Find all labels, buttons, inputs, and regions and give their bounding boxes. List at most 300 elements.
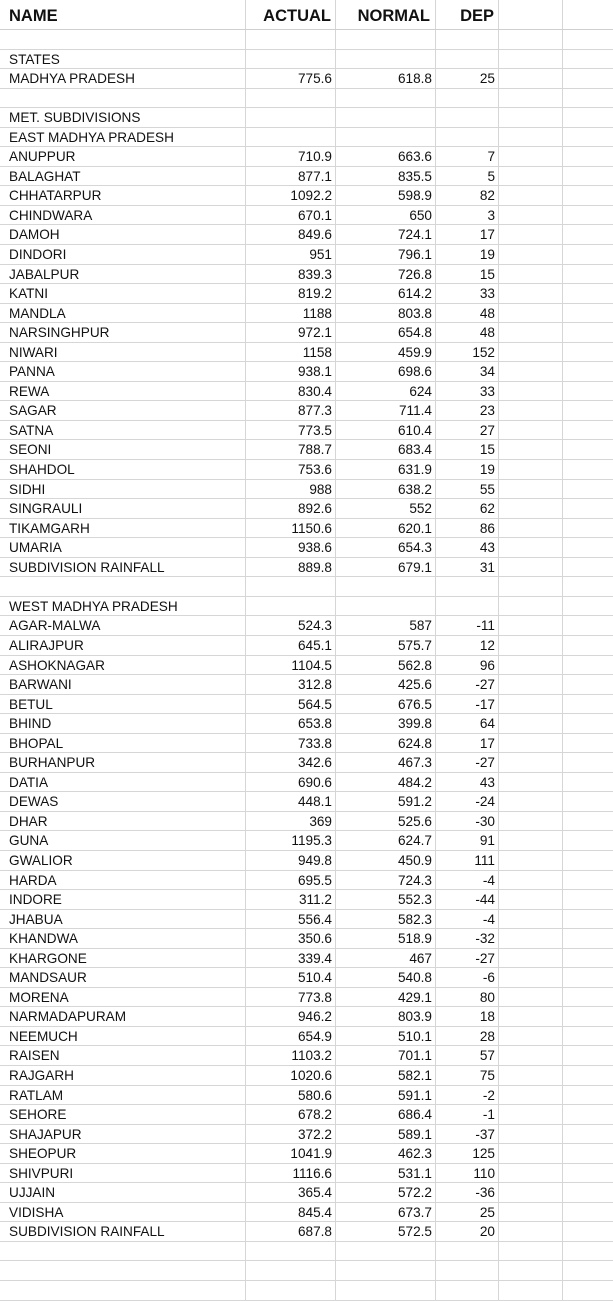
normal-cell[interactable]: 686.4 bbox=[397, 1107, 432, 1123]
dep-cell[interactable]: 48 bbox=[479, 325, 495, 341]
name-cell[interactable]: BURHANPUR bbox=[9, 755, 96, 771]
actual-cell[interactable]: 951 bbox=[309, 247, 332, 263]
normal-cell[interactable]: 796.1 bbox=[397, 247, 432, 263]
normal-cell[interactable]: 587 bbox=[409, 618, 432, 634]
name-cell[interactable]: BHIND bbox=[9, 716, 52, 732]
normal-cell[interactable]: 683.4 bbox=[397, 442, 432, 458]
actual-cell[interactable] bbox=[245, 1281, 335, 1300]
table-row bbox=[0, 714, 613, 734]
table-row bbox=[0, 30, 613, 50]
normal-cell[interactable]: 638.2 bbox=[397, 481, 432, 497]
table-row bbox=[0, 831, 613, 851]
actual-cell[interactable] bbox=[245, 30, 335, 49]
actual-cell[interactable]: 877.1 bbox=[297, 168, 332, 184]
actual-cell[interactable]: 788.7 bbox=[297, 442, 332, 458]
normal-cell[interactable]: 575.7 bbox=[397, 637, 432, 653]
normal-cell[interactable]: 724.1 bbox=[397, 227, 432, 243]
name-cell[interactable]: BETUL bbox=[9, 696, 53, 712]
actual-cell[interactable]: 1092.2 bbox=[290, 188, 332, 204]
normal-cell[interactable]: 610.4 bbox=[397, 422, 432, 438]
name-cell[interactable]: KATNI bbox=[9, 286, 49, 302]
normal-cell[interactable]: 399.8 bbox=[397, 716, 432, 732]
actual-cell[interactable]: 877.3 bbox=[297, 403, 332, 419]
actual-cell[interactable]: 733.8 bbox=[297, 735, 332, 751]
dep-cell[interactable]: -27 bbox=[475, 677, 495, 693]
dep-cell[interactable] bbox=[435, 1281, 498, 1300]
dep-cell[interactable]: 64 bbox=[479, 716, 495, 732]
table-row bbox=[0, 1164, 613, 1184]
dep-cell[interactable]: 55 bbox=[479, 481, 495, 497]
actual-cell[interactable]: 1104.5 bbox=[291, 657, 332, 673]
name-cell[interactable]: SIDHI bbox=[9, 481, 46, 497]
header-name-cell[interactable]: NAME bbox=[9, 7, 58, 25]
dep-cell[interactable] bbox=[435, 1261, 498, 1280]
table-row bbox=[0, 460, 613, 480]
actual-cell[interactable]: 988 bbox=[309, 481, 332, 497]
table-row bbox=[0, 968, 613, 988]
table-row bbox=[0, 519, 613, 539]
name-cell[interactable]: SAGAR bbox=[9, 403, 57, 419]
name-cell[interactable]: MANDLA bbox=[9, 305, 66, 321]
normal-cell[interactable]: 698.6 bbox=[397, 364, 432, 380]
actual-cell[interactable]: 710.9 bbox=[297, 149, 332, 165]
normal-cell[interactable] bbox=[335, 1242, 435, 1261]
dep-cell[interactable] bbox=[435, 1242, 498, 1261]
dep-cell[interactable]: -36 bbox=[475, 1185, 495, 1201]
table-row bbox=[0, 1046, 613, 1066]
table-row bbox=[0, 323, 613, 343]
dep-cell[interactable]: -2 bbox=[482, 1087, 495, 1103]
dep-cell[interactable]: 43 bbox=[479, 774, 495, 790]
name-cell[interactable]: SHIVPURI bbox=[9, 1165, 74, 1181]
name-cell[interactable] bbox=[9, 1261, 245, 1280]
name-cell[interactable]: BARWANI bbox=[9, 677, 72, 693]
dep-cell[interactable] bbox=[435, 108, 498, 127]
dep-cell[interactable]: 18 bbox=[479, 1009, 495, 1025]
actual-cell[interactable]: 510.4 bbox=[297, 970, 332, 986]
table-row bbox=[0, 480, 613, 500]
actual-cell[interactable]: 369 bbox=[309, 813, 332, 829]
table-row bbox=[0, 577, 613, 597]
name-cell[interactable]: INDORE bbox=[9, 892, 62, 908]
dep-cell[interactable]: 19 bbox=[479, 462, 495, 478]
table-row bbox=[0, 734, 613, 754]
actual-cell[interactable]: 448.1 bbox=[297, 794, 332, 810]
dep-cell[interactable]: 25 bbox=[479, 71, 495, 87]
table-row bbox=[0, 401, 613, 421]
actual-cell[interactable]: 1103.2 bbox=[291, 1048, 332, 1064]
header-actual-cell[interactable]: ACTUAL bbox=[263, 7, 331, 25]
normal-cell[interactable]: 618.8 bbox=[397, 71, 432, 87]
normal-cell[interactable] bbox=[335, 30, 435, 49]
actual-cell[interactable]: 695.5 bbox=[297, 872, 332, 888]
name-cell[interactable]: GUNA bbox=[9, 833, 49, 849]
name-cell[interactable]: NEEMUCH bbox=[9, 1028, 78, 1044]
dep-cell[interactable] bbox=[435, 597, 498, 616]
normal-cell[interactable]: 582.3 bbox=[397, 911, 432, 927]
actual-cell[interactable]: 892.6 bbox=[297, 501, 332, 517]
name-cell[interactable] bbox=[9, 89, 245, 108]
actual-cell[interactable]: 839.3 bbox=[297, 266, 332, 282]
name-cell[interactable]: TIKAMGARH bbox=[9, 520, 90, 536]
dep-cell[interactable]: 111 bbox=[474, 852, 495, 868]
dep-cell[interactable]: -11 bbox=[476, 618, 495, 634]
dep-cell[interactable]: 125 bbox=[472, 1146, 495, 1162]
dep-cell[interactable]: 96 bbox=[479, 657, 495, 673]
actual-cell[interactable]: 580.6 bbox=[297, 1087, 332, 1103]
name-cell[interactable]: DEWAS bbox=[9, 794, 59, 810]
table-row bbox=[0, 988, 613, 1008]
name-cell[interactable]: EAST MADHYA PRADESH bbox=[9, 129, 174, 145]
name-cell[interactable] bbox=[9, 1281, 245, 1300]
name-cell[interactable]: RAISEN bbox=[9, 1048, 60, 1064]
dep-cell[interactable]: 33 bbox=[479, 383, 495, 399]
name-cell[interactable]: JHABUA bbox=[9, 911, 63, 927]
actual-cell[interactable]: 687.8 bbox=[297, 1224, 332, 1240]
name-cell[interactable]: WEST MADHYA PRADESH bbox=[9, 598, 178, 614]
normal-cell[interactable]: 591.1 bbox=[397, 1087, 432, 1103]
normal-cell[interactable] bbox=[335, 597, 435, 616]
normal-cell[interactable]: 562.8 bbox=[397, 657, 432, 673]
actual-cell[interactable]: 773.8 bbox=[297, 989, 332, 1005]
normal-cell[interactable] bbox=[335, 50, 435, 69]
dep-cell[interactable] bbox=[435, 128, 498, 147]
actual-cell[interactable]: 938.6 bbox=[297, 540, 332, 556]
actual-cell[interactable]: 339.4 bbox=[297, 950, 332, 966]
table-row bbox=[0, 1261, 613, 1281]
actual-cell[interactable]: 849.6 bbox=[297, 227, 332, 243]
actual-cell[interactable]: 1116.6 bbox=[292, 1165, 332, 1181]
table-row bbox=[0, 265, 613, 285]
normal-cell[interactable]: 467 bbox=[409, 950, 432, 966]
normal-cell[interactable]: 663.6 bbox=[397, 149, 432, 165]
name-cell[interactable]: KHARGONE bbox=[9, 950, 87, 966]
dep-cell[interactable]: 91 bbox=[479, 833, 495, 849]
name-cell[interactable]: CHINDWARA bbox=[9, 207, 93, 223]
actual-cell[interactable]: 949.8 bbox=[297, 852, 332, 868]
name-cell[interactable]: SINGRAULI bbox=[9, 501, 83, 517]
name-cell[interactable] bbox=[9, 30, 245, 49]
dep-cell[interactable]: 82 bbox=[479, 188, 495, 204]
normal-cell[interactable] bbox=[335, 128, 435, 147]
actual-cell[interactable]: 564.5 bbox=[297, 696, 332, 712]
normal-cell[interactable]: 589.1 bbox=[397, 1126, 432, 1142]
table-row bbox=[0, 558, 613, 578]
normal-cell[interactable]: 425.6 bbox=[397, 677, 432, 693]
dep-cell[interactable]: 27 bbox=[479, 422, 495, 438]
dep-cell[interactable]: 25 bbox=[479, 1204, 495, 1220]
normal-cell[interactable]: 429.1 bbox=[397, 989, 432, 1005]
dep-cell[interactable]: 43 bbox=[479, 540, 495, 556]
name-cell[interactable]: HARDA bbox=[9, 872, 57, 888]
table-row bbox=[0, 245, 613, 265]
dep-cell[interactable] bbox=[435, 30, 498, 49]
dep-cell[interactable]: -1 bbox=[482, 1107, 495, 1123]
actual-cell[interactable]: 753.6 bbox=[297, 462, 332, 478]
dep-cell[interactable]: 152 bbox=[472, 344, 495, 360]
dep-cell[interactable]: 80 bbox=[479, 989, 495, 1005]
dep-cell[interactable]: 19 bbox=[479, 247, 495, 263]
name-cell[interactable]: REWA bbox=[9, 383, 50, 399]
actual-cell[interactable]: 1188 bbox=[302, 305, 332, 321]
dep-cell[interactable]: 15 bbox=[479, 442, 495, 458]
name-cell[interactable]: UJJAIN bbox=[9, 1185, 56, 1201]
name-cell[interactable]: STATES bbox=[9, 51, 60, 67]
dep-cell[interactable]: 28 bbox=[479, 1028, 495, 1044]
actual-cell[interactable]: 830.4 bbox=[297, 383, 332, 399]
normal-cell[interactable]: 484.2 bbox=[397, 774, 432, 790]
name-cell[interactable]: DHAR bbox=[9, 813, 48, 829]
dep-cell[interactable]: -27 bbox=[475, 755, 495, 771]
name-cell[interactable]: ASHOKNAGAR bbox=[9, 657, 105, 673]
actual-cell[interactable] bbox=[245, 1242, 335, 1261]
normal-cell[interactable]: 726.8 bbox=[397, 266, 432, 282]
normal-cell[interactable]: 572.2 bbox=[397, 1185, 432, 1201]
actual-cell[interactable] bbox=[245, 577, 335, 596]
actual-cell[interactable]: 1150.6 bbox=[291, 520, 332, 536]
name-cell[interactable]: MET. SUBDIVISIONS bbox=[9, 110, 141, 126]
table-row bbox=[0, 304, 613, 324]
dep-cell[interactable]: 12 bbox=[479, 637, 495, 653]
dep-cell[interactable] bbox=[435, 577, 498, 596]
dep-cell[interactable]: -24 bbox=[475, 794, 495, 810]
table-row bbox=[0, 1105, 613, 1125]
actual-cell[interactable]: 653.8 bbox=[297, 716, 332, 732]
name-cell[interactable]: SEONI bbox=[9, 442, 52, 458]
normal-cell[interactable]: 450.9 bbox=[397, 852, 432, 868]
actual-cell[interactable]: 678.2 bbox=[297, 1107, 332, 1123]
name-cell[interactable] bbox=[9, 577, 245, 596]
name-cell[interactable]: DATIA bbox=[9, 774, 49, 790]
normal-cell[interactable]: 803.9 bbox=[397, 1009, 432, 1025]
dep-cell[interactable] bbox=[435, 50, 498, 69]
actual-cell[interactable]: 1020.6 bbox=[290, 1067, 332, 1083]
table-row bbox=[0, 890, 613, 910]
normal-cell[interactable]: 598.9 bbox=[397, 188, 432, 204]
dep-cell[interactable]: -30 bbox=[475, 813, 495, 829]
table-row bbox=[0, 1222, 613, 1242]
table-row bbox=[0, 343, 613, 363]
dep-cell[interactable]: -44 bbox=[475, 892, 495, 908]
actual-cell[interactable]: 1195.3 bbox=[291, 833, 332, 849]
normal-cell[interactable]: 835.5 bbox=[397, 168, 432, 184]
normal-cell[interactable]: 631.9 bbox=[397, 462, 432, 478]
dep-cell[interactable]: 48 bbox=[479, 305, 495, 321]
actual-cell[interactable]: 938.1 bbox=[297, 364, 332, 380]
name-cell[interactable]: JABALPUR bbox=[9, 266, 80, 282]
dep-cell[interactable]: 75 bbox=[479, 1067, 495, 1083]
header-dep-cell[interactable]: DEP bbox=[460, 7, 494, 25]
dep-cell[interactable]: 5 bbox=[487, 168, 495, 184]
name-cell[interactable]: ALIRAJPUR bbox=[9, 637, 84, 653]
actual-cell[interactable]: 556.4 bbox=[297, 911, 332, 927]
name-cell[interactable]: RATLAM bbox=[9, 1087, 64, 1103]
normal-cell[interactable] bbox=[335, 1261, 435, 1280]
normal-cell[interactable]: 614.2 bbox=[397, 286, 432, 302]
actual-cell[interactable]: 972.1 bbox=[297, 325, 332, 341]
normal-cell[interactable]: 540.8 bbox=[397, 970, 432, 986]
header-normal-cell[interactable]: NORMAL bbox=[357, 7, 430, 25]
normal-cell[interactable]: 531.1 bbox=[397, 1165, 432, 1181]
dep-cell[interactable]: 15 bbox=[479, 266, 495, 282]
name-cell[interactable]: MADHYA PRADESH bbox=[9, 71, 135, 87]
name-cell[interactable]: SHEOPUR bbox=[9, 1146, 77, 1162]
name-cell[interactable]: BHOPAL bbox=[9, 735, 64, 751]
normal-cell[interactable]: 624.8 bbox=[397, 735, 432, 751]
normal-cell[interactable]: 679.1 bbox=[397, 559, 432, 575]
dep-cell[interactable]: 7 bbox=[487, 149, 495, 165]
normal-cell[interactable]: 518.9 bbox=[397, 931, 432, 947]
actual-cell[interactable]: 645.1 bbox=[297, 637, 332, 653]
actual-cell[interactable]: 372.2 bbox=[297, 1126, 332, 1142]
name-cell[interactable] bbox=[9, 1242, 245, 1261]
normal-cell[interactable]: 572.5 bbox=[397, 1224, 432, 1240]
actual-cell[interactable]: 312.8 bbox=[297, 677, 332, 693]
actual-cell[interactable]: 524.3 bbox=[297, 618, 332, 634]
dep-cell[interactable]: 31 bbox=[479, 559, 495, 575]
normal-cell[interactable]: 711.4 bbox=[398, 403, 432, 419]
normal-cell[interactable]: 673.7 bbox=[397, 1204, 432, 1220]
dep-cell[interactable]: 33 bbox=[479, 286, 495, 302]
name-cell[interactable]: UMARIA bbox=[9, 540, 62, 556]
normal-cell[interactable]: 624.7 bbox=[397, 833, 432, 849]
actual-cell[interactable] bbox=[245, 597, 335, 616]
dep-cell[interactable]: 110 bbox=[473, 1165, 495, 1181]
normal-cell[interactable] bbox=[335, 1281, 435, 1300]
normal-cell[interactable]: 701.1 bbox=[397, 1048, 432, 1064]
actual-cell[interactable]: 350.6 bbox=[297, 931, 332, 947]
dep-cell[interactable]: -32 bbox=[475, 931, 495, 947]
actual-cell[interactable]: 845.4 bbox=[297, 1204, 332, 1220]
normal-cell[interactable]: 676.5 bbox=[397, 696, 432, 712]
name-cell[interactable]: AGAR-MALWA bbox=[9, 618, 101, 634]
table-row bbox=[0, 1007, 613, 1027]
table-row bbox=[0, 871, 613, 891]
actual-cell[interactable]: 311.2 bbox=[298, 892, 332, 908]
actual-cell[interactable]: 365.4 bbox=[297, 1185, 332, 1201]
normal-cell[interactable]: 620.1 bbox=[397, 520, 432, 536]
normal-cell[interactable]: 650 bbox=[409, 207, 432, 223]
normal-cell[interactable]: 654.3 bbox=[397, 540, 432, 556]
name-cell[interactable]: RAJGARH bbox=[9, 1067, 74, 1083]
name-cell[interactable]: NARMADAPURAM bbox=[9, 1009, 127, 1025]
table-row bbox=[0, 949, 613, 969]
dep-cell[interactable]: -37 bbox=[475, 1126, 495, 1142]
actual-cell[interactable]: 773.5 bbox=[297, 422, 332, 438]
dep-cell[interactable]: -27 bbox=[475, 950, 495, 966]
name-cell[interactable]: SUBDIVISION RAINFALL bbox=[9, 559, 165, 575]
table-row bbox=[0, 50, 613, 70]
name-cell[interactable]: DAMOH bbox=[9, 227, 60, 243]
normal-cell[interactable]: 803.8 bbox=[397, 305, 432, 321]
table-row bbox=[0, 851, 613, 871]
actual-cell[interactable]: 819.2 bbox=[297, 286, 332, 302]
name-cell[interactable]: SATNA bbox=[9, 422, 54, 438]
name-cell[interactable]: MORENA bbox=[9, 989, 69, 1005]
actual-cell[interactable] bbox=[245, 50, 335, 69]
normal-cell[interactable]: 510.1 bbox=[397, 1028, 432, 1044]
name-cell[interactable]: GWALIOR bbox=[9, 852, 73, 868]
dep-cell[interactable]: -6 bbox=[482, 970, 495, 986]
name-cell[interactable]: SHAHDOL bbox=[9, 462, 75, 478]
normal-cell[interactable]: 552 bbox=[409, 501, 432, 517]
normal-cell[interactable]: 467.3 bbox=[397, 755, 432, 771]
dep-cell[interactable]: 57 bbox=[479, 1048, 495, 1064]
table-row bbox=[0, 362, 613, 382]
actual-cell[interactable]: 342.6 bbox=[297, 755, 332, 771]
normal-cell[interactable] bbox=[335, 89, 435, 108]
dep-cell[interactable]: 17 bbox=[479, 227, 495, 243]
name-cell[interactable]: ANUPPUR bbox=[9, 149, 76, 165]
dep-cell[interactable] bbox=[435, 89, 498, 108]
table-row bbox=[0, 186, 613, 206]
name-cell[interactable]: SUBDIVISION RAINFALL bbox=[9, 1224, 165, 1240]
normal-cell[interactable]: 552.3 bbox=[397, 892, 432, 908]
dep-cell[interactable]: -4 bbox=[482, 911, 495, 927]
name-cell[interactable]: BALAGHAT bbox=[9, 168, 81, 184]
dep-cell[interactable]: 86 bbox=[479, 520, 495, 536]
dep-cell[interactable]: 17 bbox=[479, 735, 495, 751]
name-cell[interactable]: SEHORE bbox=[9, 1107, 67, 1123]
table-row bbox=[0, 284, 613, 304]
table-row bbox=[0, 812, 613, 832]
dep-cell[interactable]: 62 bbox=[479, 501, 495, 517]
normal-cell[interactable]: 462.3 bbox=[397, 1146, 432, 1162]
actual-cell[interactable]: 775.6 bbox=[297, 71, 332, 87]
normal-cell[interactable]: 582.1 bbox=[397, 1067, 432, 1083]
name-cell[interactable]: PANNA bbox=[9, 364, 55, 380]
actual-cell[interactable] bbox=[245, 128, 335, 147]
name-cell[interactable]: KHANDWA bbox=[9, 931, 78, 947]
name-cell[interactable]: NARSINGHPUR bbox=[9, 325, 110, 341]
actual-cell[interactable]: 1041.9 bbox=[290, 1146, 332, 1162]
normal-cell[interactable] bbox=[335, 577, 435, 596]
actual-cell[interactable]: 889.8 bbox=[297, 559, 332, 575]
name-cell[interactable]: CHHATARPUR bbox=[9, 188, 102, 204]
table-row bbox=[0, 636, 613, 656]
name-cell[interactable]: VIDISHA bbox=[9, 1204, 64, 1220]
name-cell[interactable]: NIWARI bbox=[9, 344, 58, 360]
dep-cell[interactable]: 23 bbox=[479, 403, 495, 419]
normal-cell[interactable]: 459.9 bbox=[397, 344, 432, 360]
actual-cell[interactable] bbox=[245, 108, 335, 127]
normal-cell[interactable]: 591.2 bbox=[397, 794, 432, 810]
normal-cell[interactable]: 624 bbox=[409, 383, 432, 399]
actual-cell[interactable]: 1158 bbox=[302, 344, 332, 360]
actual-cell[interactable] bbox=[245, 1261, 335, 1280]
normal-cell[interactable]: 525.6 bbox=[397, 813, 432, 829]
actual-cell[interactable]: 946.2 bbox=[297, 1009, 332, 1025]
actual-cell[interactable]: 654.9 bbox=[297, 1028, 332, 1044]
dep-cell[interactable]: 3 bbox=[487, 207, 495, 223]
actual-cell[interactable] bbox=[245, 89, 335, 108]
actual-cell[interactable]: 690.6 bbox=[297, 774, 332, 790]
normal-cell[interactable]: 724.3 bbox=[397, 872, 432, 888]
table-row bbox=[0, 499, 613, 519]
table-row bbox=[0, 89, 613, 109]
normal-cell[interactable]: 654.8 bbox=[397, 325, 432, 341]
dep-cell[interactable]: -4 bbox=[482, 872, 495, 888]
name-cell[interactable]: MANDSAUR bbox=[9, 970, 87, 986]
table-row bbox=[0, 656, 613, 676]
name-cell[interactable]: SHAJAPUR bbox=[9, 1126, 82, 1142]
dep-cell[interactable]: 20 bbox=[479, 1224, 495, 1240]
dep-cell[interactable]: 34 bbox=[479, 364, 495, 380]
actual-cell[interactable]: 670.1 bbox=[297, 207, 332, 223]
name-cell[interactable]: DINDORI bbox=[9, 247, 67, 263]
normal-cell[interactable] bbox=[335, 108, 435, 127]
dep-cell[interactable]: -17 bbox=[475, 696, 495, 712]
